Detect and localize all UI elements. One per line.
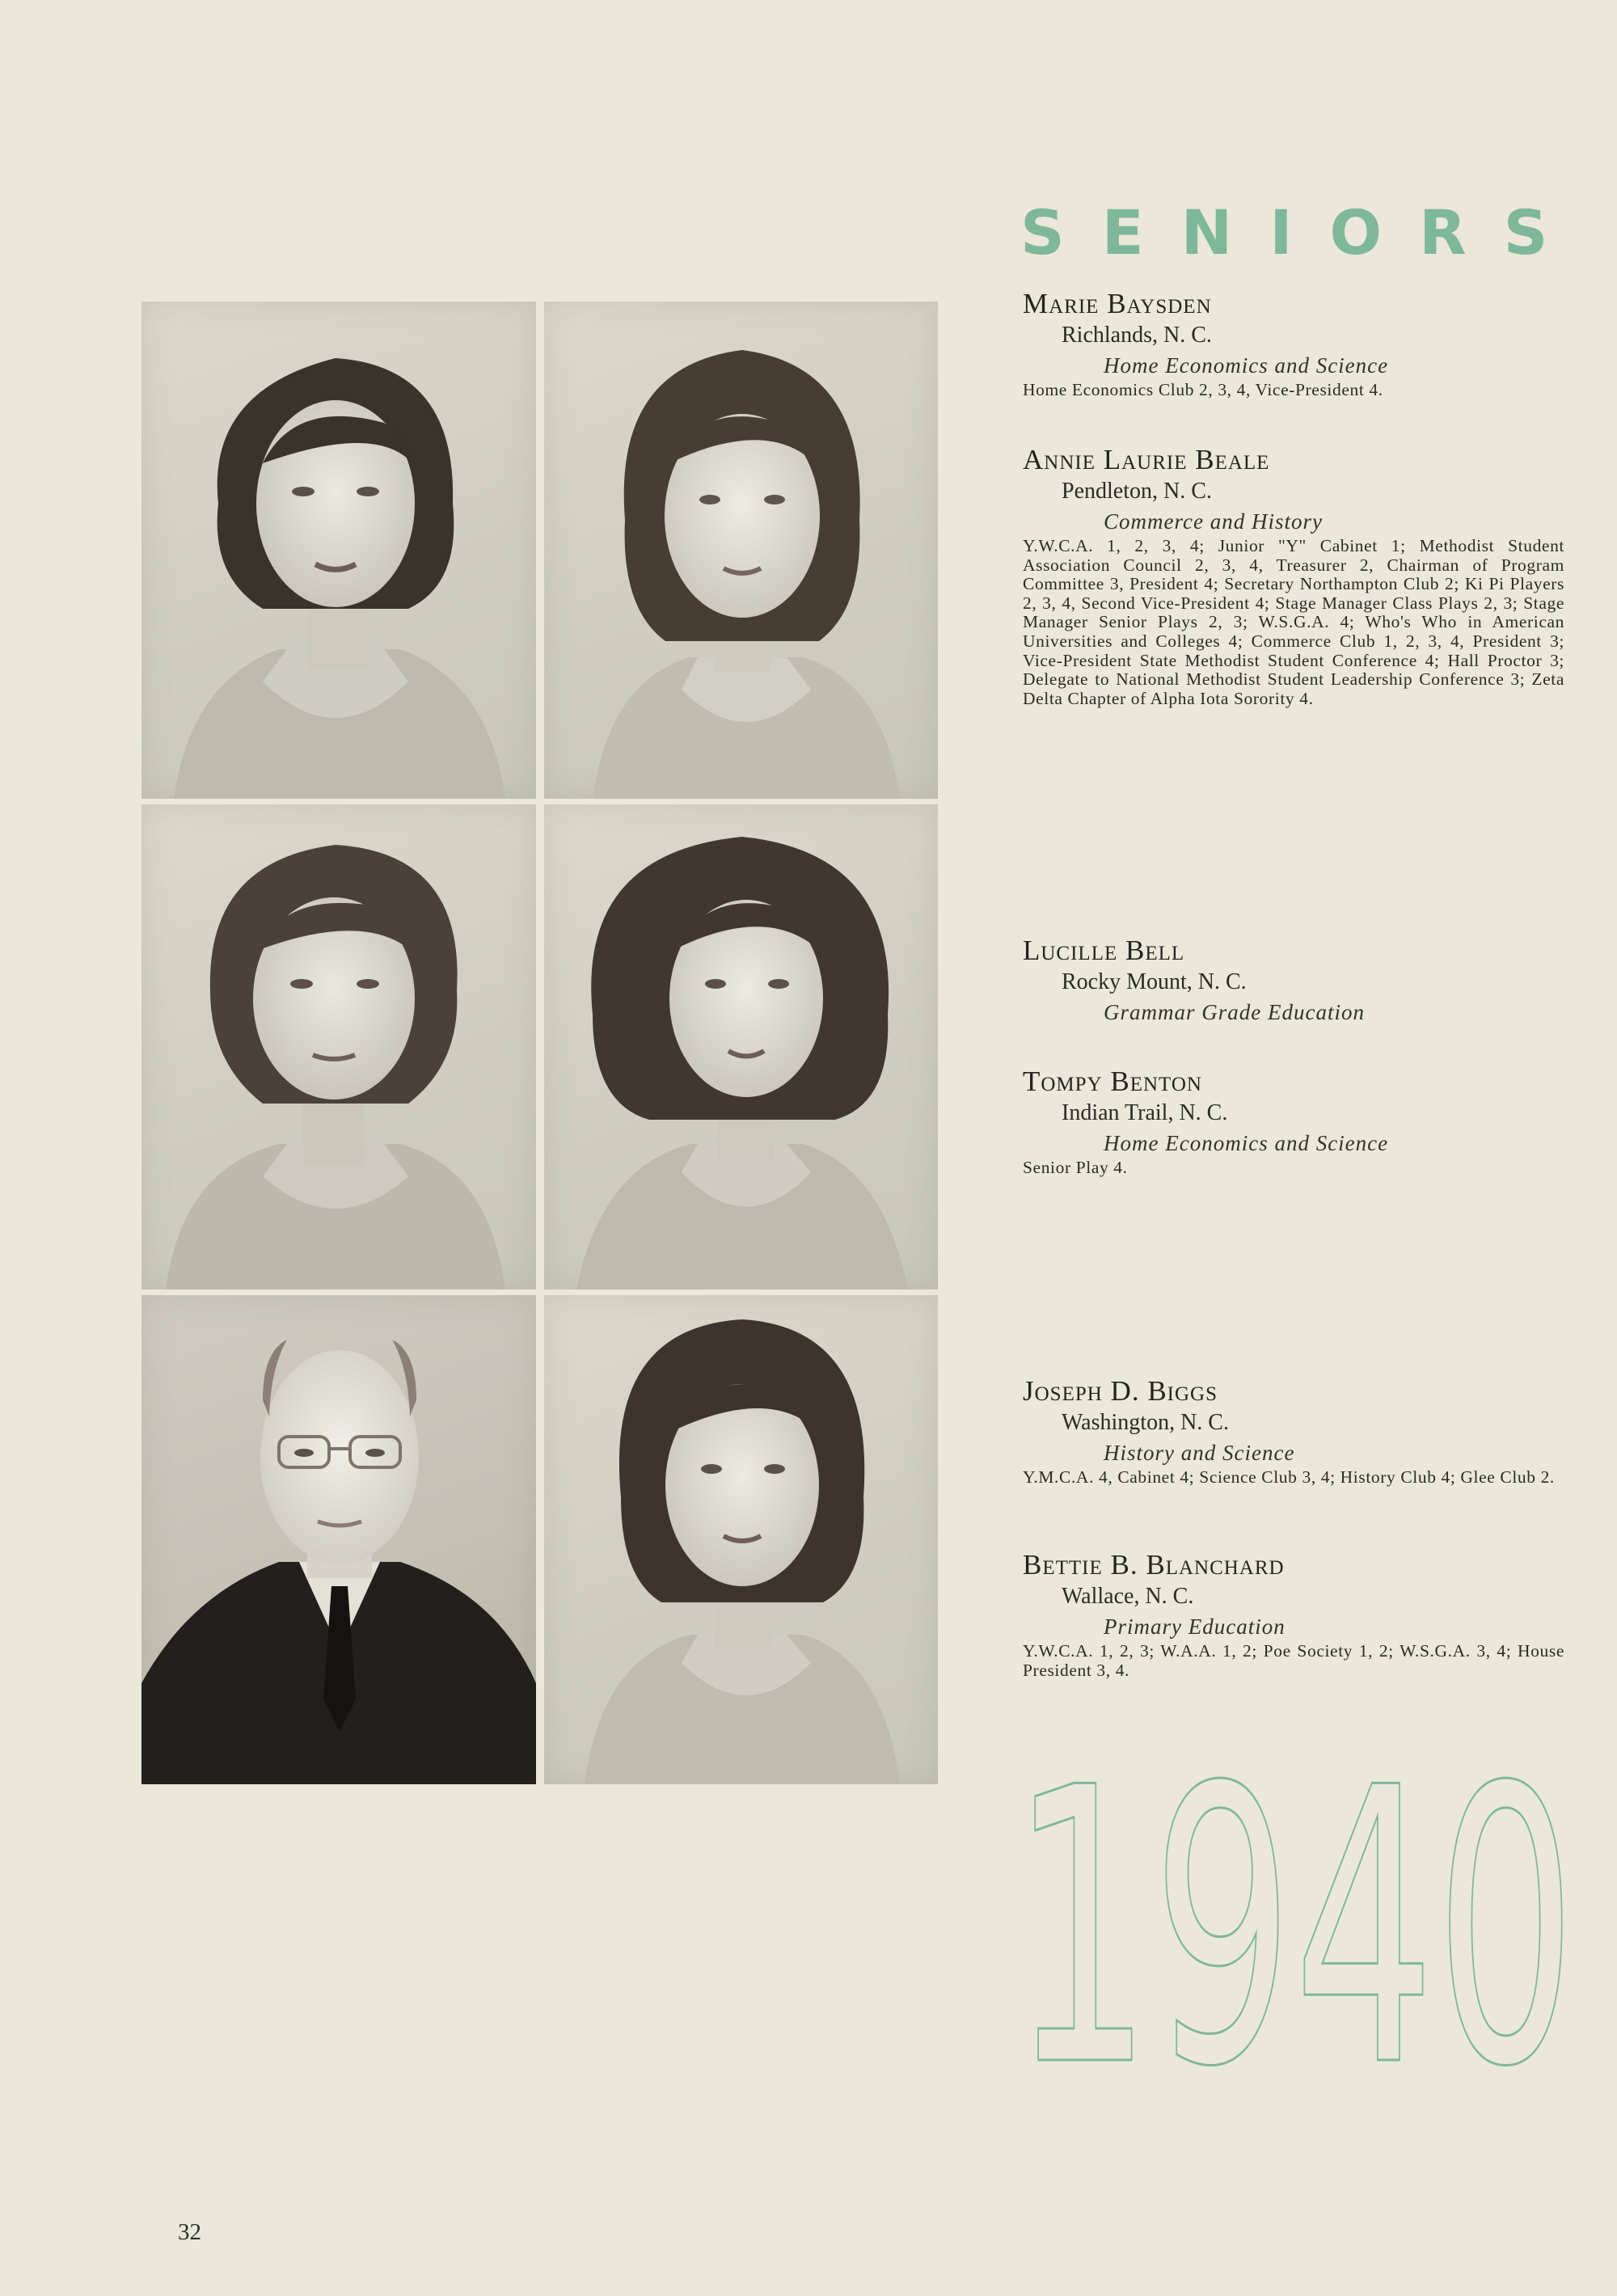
senior-activities: Y.W.C.A. 1, 2, 3, 4; Junior "Y" Cabinet 1; Methodist Student Association Council 2, 3, 4, Treasurer 2, Chairman of Program Committee 3, President 4; Secretary Northampton Club 2; Ki Pi Players 2, 3, 4, Second Vice-President 4; Stage Manager Class Plays 2, 3; Stage Manager Senior Plays 2, 3; W.S.G.A. 4; Who's Who in American Universities and Colleges 4; Commerce Club 1, 2, 3, 4, President 3; Vice-President State Methodist Student Conference 4; Hall Proctor 3; Delegate to National Methodist Student Leadership Conference 3; Zeta Delta Chapter of Alpha Iota Sorority 4.: [1023, 536, 1564, 708]
senior-name: Tompy Benton: [1023, 1066, 1202, 1097]
senior-activities: Y.W.C.A. 1, 2, 3; W.A.A. 1, 2; Poe Society 1, 2; W.S.G.A. 3, 4; House President 3, 4.: [1023, 1641, 1564, 1680]
section-title: SENIORS: [1020, 196, 1585, 268]
senior-entry: [1023, 1548, 1564, 1680]
senior-name: Marie Baysden: [1023, 288, 1212, 319]
senior-name: Lucille Bell: [1023, 935, 1185, 966]
senior-name: Annie Laurie Beale: [1023, 444, 1270, 475]
portrait-annie-laurie-beale: [544, 302, 938, 799]
portrait-tompy-benton: [544, 804, 938, 1289]
senior-entry: [1023, 287, 1564, 400]
senior-name: Joseph D. Biggs: [1023, 1375, 1218, 1407]
senior-town: Rocky Mount, N. C.: [1062, 969, 1247, 994]
page-number: 32: [178, 2219, 201, 2245]
senior-major: Home Economics and Science: [1104, 353, 1389, 378]
senior-major: Home Economics and Science: [1104, 1131, 1389, 1155]
year-text: 1940: [1011, 1761, 1577, 2068]
senior-entry: [1023, 1065, 1564, 1178]
senior-name: Bettie B. Blanchard: [1023, 1549, 1285, 1581]
senior-activities: Y.M.C.A. 4, Cabinet 4; Science Club 3, 4; History Club 4; Glee Club 2.: [1023, 1467, 1555, 1487]
senior-town: Indian Trail, N. C.: [1062, 1100, 1228, 1125]
portrait-lucille-bell: [141, 804, 536, 1289]
senior-major: Commerce and History: [1104, 509, 1323, 534]
year-display: [1003, 1761, 1585, 2068]
portrait-marie-baysden: [141, 302, 536, 799]
senior-major: History and Science: [1104, 1441, 1295, 1465]
senior-major: Grammar Grade Education: [1104, 1000, 1365, 1024]
portrait-joseph-d-biggs: [141, 1295, 536, 1784]
portrait-bettie-b-blanchard: [544, 1295, 938, 1784]
senior-entry: [1023, 934, 1564, 1028]
senior-major: Primary Education: [1104, 1614, 1286, 1639]
senior-entry: [1023, 1374, 1564, 1488]
senior-town: Washington, N. C.: [1062, 1410, 1229, 1435]
senior-town: Pendleton, N. C.: [1062, 479, 1212, 504]
senior-activities: Home Economics Club 2, 3, 4, Vice-President 4.: [1023, 380, 1383, 399]
senior-town: Wallace, N. C.: [1062, 1584, 1194, 1609]
portrait-grid: [141, 302, 938, 1785]
senior-activities: Senior Play 4.: [1023, 1158, 1128, 1177]
senior-town: Richlands, N. C.: [1062, 323, 1212, 348]
senior-entry: [1023, 443, 1564, 708]
